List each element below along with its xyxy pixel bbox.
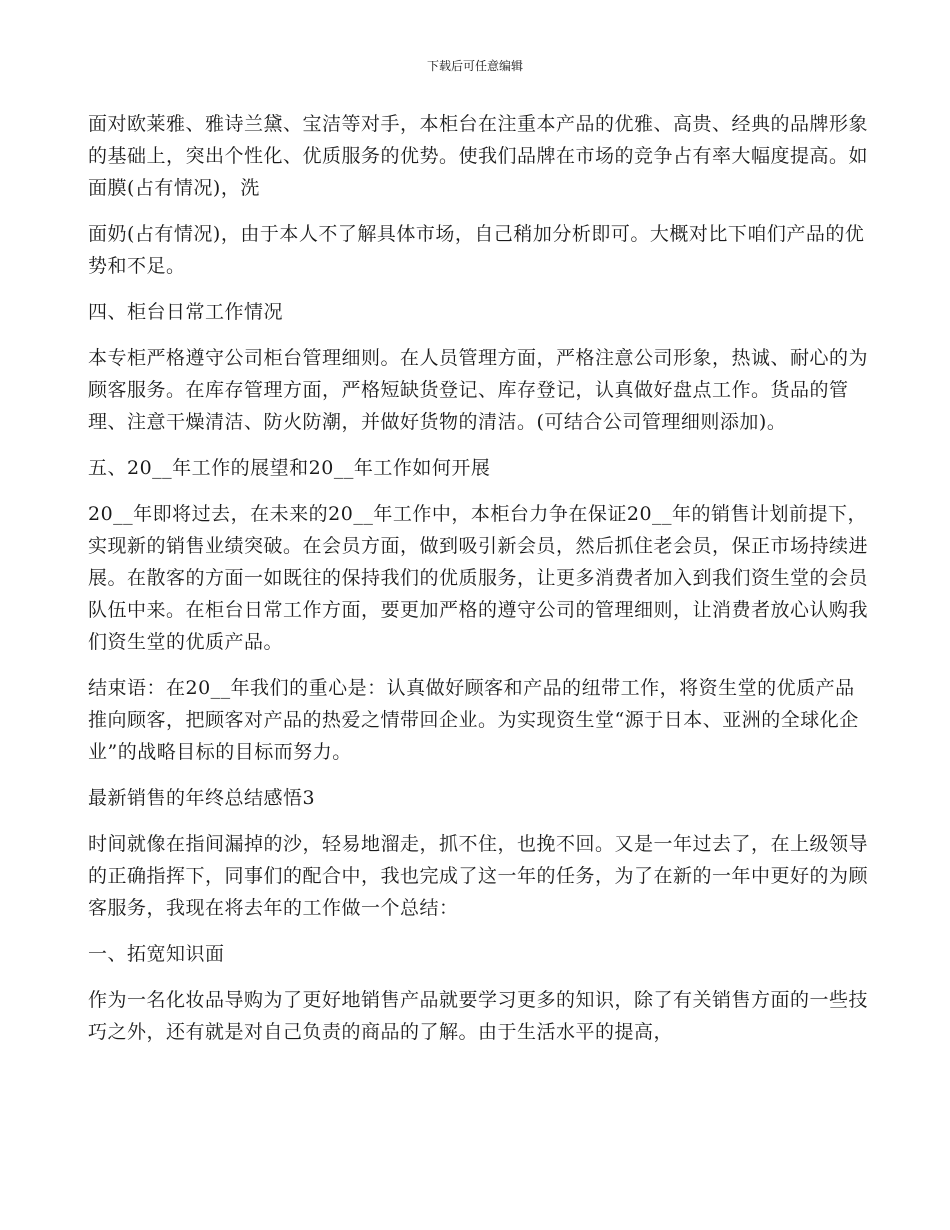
page-header: 下载后可任意编辑 (426, 59, 523, 73)
paragraph-cosmetics-guide: 作为一名化妆品导购为了更好地销售产品就要学习更多的知识，除了有关销售方面的一些技巧之外，还有就是对自己负责的商品的了解。由于生活水平的提高， (88, 989, 869, 1043)
paragraph-counter-management: 本专柜严格遵守公司柜台管理细则。在人员管理方面，严格注意公司形象，热诚、耐心的为顾客服务。在库存管理方面，严格短缺货登记、库存登记，认真做好盘点工作。货品的管理、注意干燥清洁、防火防潮，并做好货物的清洁。(可结合公司管理细则添加)。 (88, 347, 869, 433)
heading-work-outlook: 五、20__年工作的展望和20__年工作如何开展 (88, 457, 491, 479)
paragraph-sales-plan: 20__年即将过去，在未来的20__年工作中，本柜台力争在保证20__年的销售计划前提下，实现新的销售业绩突破。在会员方面，做到吸引新会员，然后抓住老会员，保正市场持续进展。在散客的方面一如既往的保持我们的优质服务，让更多消费者加入到我们资生堂的会员队伍中来。在柜台日常工作方面，要更加严格的遵守公司的管理细则，让消费者放心认购我们资生堂的优质产品。 (88, 503, 869, 653)
heading-counter-daily-work: 四、柜台日常工作情况 (88, 301, 284, 323)
document-body (88, 108, 868, 1062)
paragraph-competitors: 面对欧莱雅、雅诗兰黛、宝洁等对手，本柜台在注重本产品的优雅、高贵、经典的品牌形象的基础上，突出个性化、优质服务的优势。使我们品牌在市场的竞争占有率大幅度提高。如面膜(占有情况)，洗 (88, 113, 869, 199)
heading-broaden-knowledge: 一、拓宽知识面 (88, 943, 225, 965)
paragraph-facial-cleanser: 面奶(占有情况)，由于本人不了解具体市场，自己稍加分析即可。大概对比下咱们产品的优势和不足。 (88, 223, 865, 277)
paragraph-time-passes: 时间就像在指间漏掉的沙，轻易地溜走，抓不住，也挽不回。又是一年过去了，在上级领导的正确指挥下，同事们的配合中，我也完成了这一年的任务，为了在新的一年中更好的为顾客服务，我现在将去年的工作做一个总结： (88, 833, 869, 919)
heading-summary-3: 最新销售的年终总结感悟3 (88, 787, 316, 809)
paragraph-conclusion: 结束语：在20__年我们的重心是：认真做好顾客和产品的纽带工作，将资生堂的优质产品推向顾客，把顾客对产品的热爱之情带回企业。为实现资生堂“源于日本、亚洲的全球化企业”的战略目标的目标而努力。 (88, 677, 859, 763)
